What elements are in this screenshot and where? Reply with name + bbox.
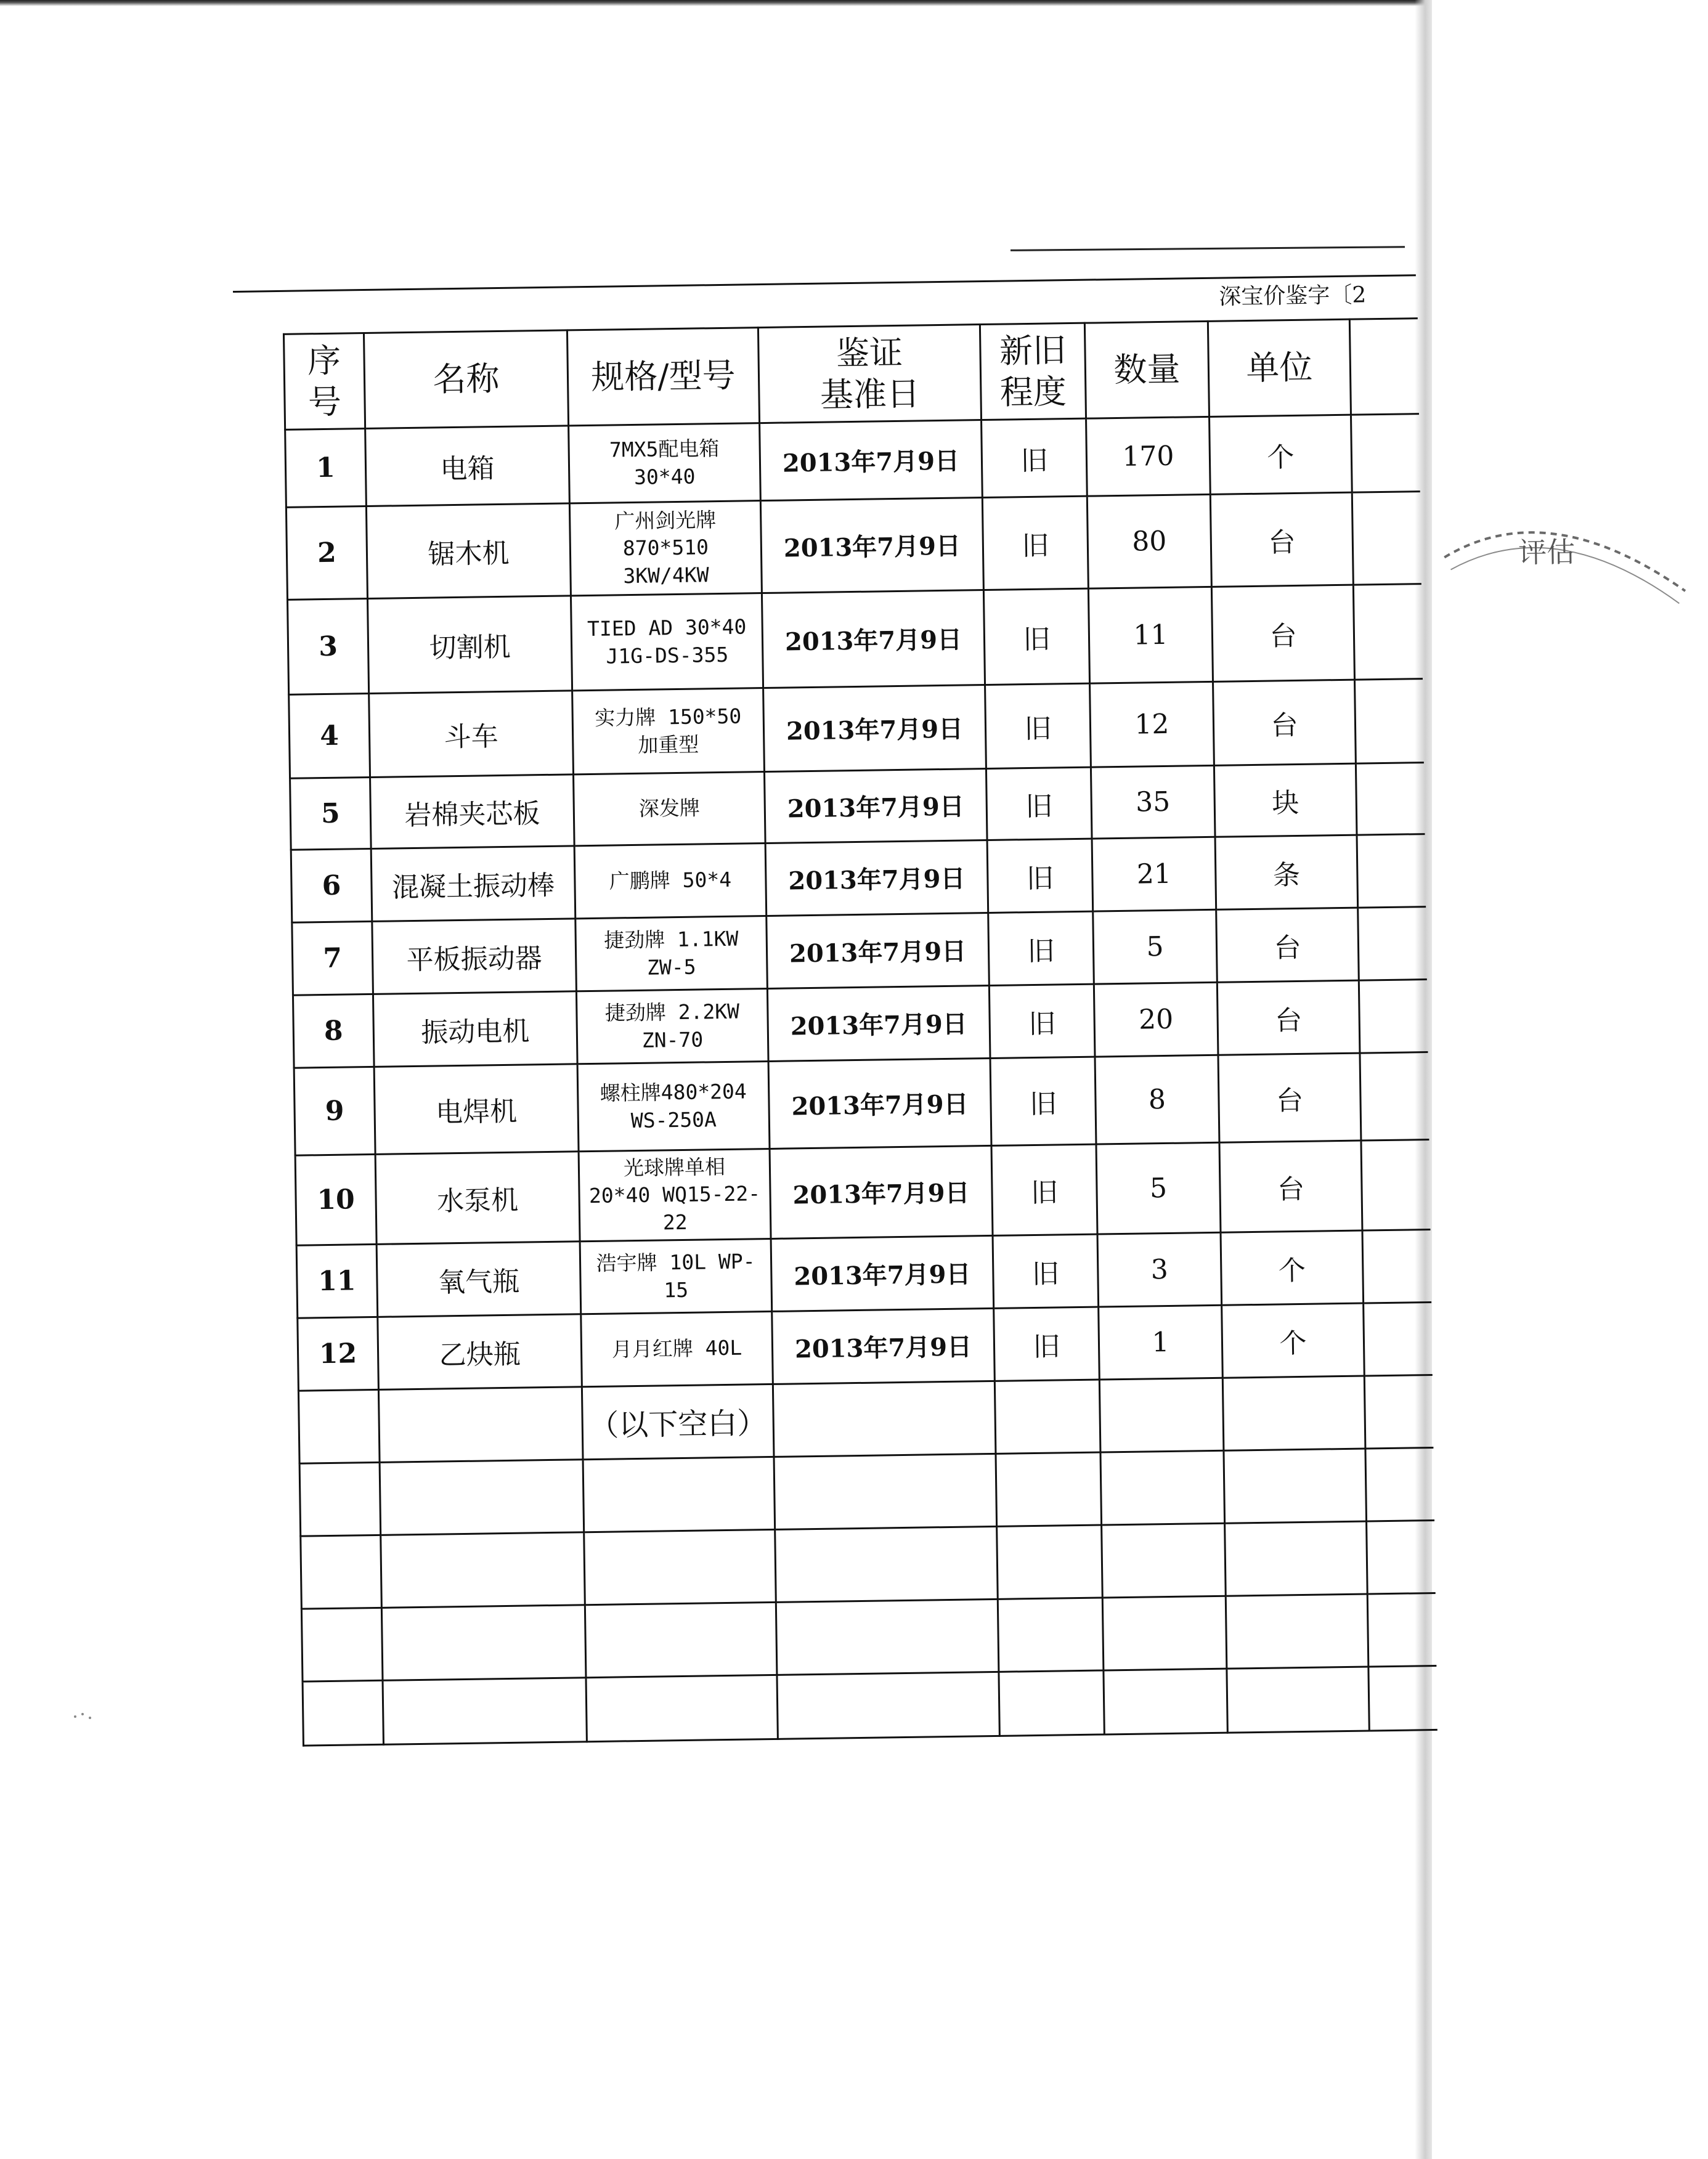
row-spec: 广州剑光牌 870*510 3KW/4KW [569, 501, 762, 596]
blank-cell [774, 1454, 997, 1529]
row-spec: 广鹏牌 50*4 [574, 844, 767, 919]
row-extra [1352, 492, 1421, 585]
row-condition: 旧 [982, 418, 1088, 497]
blank-cell [381, 1605, 586, 1681]
row-name: 斗车 [369, 691, 574, 778]
row-date: 2013年7月9日 [765, 840, 988, 916]
blank-cell [1100, 1450, 1225, 1525]
row-quantity: 12 [1090, 681, 1214, 767]
blank-cell [584, 1529, 776, 1604]
row-spec: 光球牌单相 20*40 WQ15-22- 22 [579, 1149, 771, 1241]
header-spec: 规格/型号 [567, 328, 759, 426]
row-spec: 7MX5配电箱 30*40 [569, 423, 761, 503]
row-spec: 捷劲牌 1.1KW ZW-5 [575, 916, 768, 991]
row-spec: 浩宇牌 10L WP-15 [580, 1238, 772, 1314]
row-condition: 旧 [985, 683, 1091, 768]
table-row [288, 584, 1423, 695]
row-quantity: 11 [1088, 587, 1213, 683]
row-spec: 螺柱牌480*204 WS-250A [577, 1061, 770, 1151]
row-condition: 旧 [994, 1307, 1100, 1381]
row-extra [1357, 834, 1426, 908]
row-extra [1351, 414, 1420, 493]
document-reference-number: 深宝价鉴字〔2 [1219, 282, 1367, 310]
blank-cell [298, 1389, 380, 1463]
red-seal-stamp [1425, 505, 1693, 718]
scan-edge-top [0, 0, 1432, 6]
row-date: 2013年7月9日 [764, 769, 987, 844]
row-extra [1358, 907, 1427, 981]
blank-cell [301, 1535, 382, 1609]
row-name: 电箱 [365, 426, 570, 506]
row-name: 混凝土振动棒 [371, 846, 575, 922]
row-extra [1364, 1303, 1433, 1376]
row-spec: 深发牌 [574, 772, 766, 846]
row-no: 10 [295, 1154, 376, 1245]
row-no: 6 [291, 848, 372, 922]
header-extra [1349, 319, 1418, 415]
row-name: 水泵机 [375, 1152, 580, 1245]
row-extra [1353, 584, 1422, 680]
blank-cell [1099, 1378, 1224, 1452]
blank-cell [996, 1452, 1102, 1526]
blank-cell [1367, 1593, 1436, 1667]
blank-cell [994, 1380, 1100, 1454]
blank-cell [1102, 1523, 1226, 1598]
row-quantity: 8 [1095, 1055, 1219, 1144]
row-extra [1362, 1230, 1431, 1304]
blank-cell [583, 1457, 775, 1532]
header-no: 序 号 [283, 333, 365, 430]
blank-cell [1227, 1667, 1369, 1733]
row-no: 12 [298, 1317, 379, 1391]
row-name: 乙炔瓶 [378, 1314, 582, 1390]
row-spec: 捷劲牌 2.2KW ZN-70 [576, 988, 768, 1063]
blank-cell [777, 1672, 999, 1739]
blank-cell [773, 1381, 996, 1457]
row-date: 2013年7月9日 [762, 590, 985, 688]
blank-cell [585, 1602, 777, 1677]
row-name: 切割机 [367, 596, 572, 694]
row-no: 7 [292, 921, 373, 995]
table-row [289, 679, 1424, 779]
row-no: 1 [285, 429, 367, 508]
row-condition: 旧 [988, 911, 1094, 985]
blank-cell [1367, 1520, 1436, 1594]
row-extra [1359, 980, 1428, 1054]
row-quantity: 80 [1087, 494, 1211, 588]
blank-cell [301, 1608, 383, 1681]
row-date: 2013年7月9日 [767, 985, 990, 1061]
document-sheet [233, 274, 1576, 1782]
row-quantity: 170 [1086, 417, 1211, 496]
row-name: 岩棉夹芯板 [370, 775, 575, 849]
row-spec: 实力牌 150*50 加重型 [572, 688, 765, 775]
blank-cell [380, 1460, 584, 1535]
row-no: 9 [294, 1067, 375, 1155]
row-extra [1360, 1052, 1429, 1141]
row-unit: 个 [1221, 1230, 1364, 1305]
blank-cell [1368, 1665, 1437, 1731]
blank-cell [1222, 1376, 1365, 1450]
row-no: 11 [296, 1244, 378, 1318]
blank-cell [1364, 1375, 1433, 1449]
row-date: 2013年7月9日 [767, 913, 990, 988]
blank-cell [775, 1526, 998, 1602]
header-date: 鉴证 基准日 [758, 325, 981, 423]
blank-cell [1102, 1596, 1227, 1670]
row-unit: 台 [1216, 908, 1359, 982]
row-condition: 旧 [993, 1234, 1099, 1308]
row-unit: 条 [1215, 835, 1358, 909]
row-unit: 台 [1218, 1053, 1361, 1142]
row-quantity: 35 [1091, 765, 1215, 839]
row-date: 2013年7月9日 [772, 1308, 995, 1384]
row-date: 2013年7月9日 [770, 1145, 993, 1238]
row-name: 氧气瓶 [376, 1242, 581, 1317]
blank-cell [303, 1680, 383, 1746]
blank-cell [1225, 1521, 1368, 1596]
row-quantity: 1 [1099, 1305, 1223, 1380]
row-date: 2013年7月9日 [771, 1235, 994, 1311]
row-quantity: 20 [1094, 982, 1218, 1057]
row-unit: 台 [1219, 1140, 1362, 1232]
row-spec: TIED AD 30*40 J1G-DS-355 [571, 593, 763, 691]
row-unit: 台 [1217, 980, 1360, 1055]
row-condition: 旧 [982, 496, 1088, 590]
row-quantity: 5 [1093, 909, 1218, 984]
header-unit: 单位 [1208, 319, 1351, 417]
row-date: 2013年7月9日 [760, 498, 983, 593]
blank-cell [776, 1599, 999, 1675]
row-condition: 旧 [990, 1057, 1096, 1145]
row-extra [1356, 763, 1425, 836]
blank-cell [997, 1525, 1103, 1599]
row-name: 锯木机 [366, 503, 571, 599]
row-condition: 旧 [989, 984, 1095, 1058]
row-name: 振动电机 [373, 991, 577, 1067]
row-unit: 台 [1211, 585, 1354, 681]
row-unit: 个 [1222, 1303, 1365, 1378]
row-condition: 旧 [991, 1144, 1097, 1235]
row-no: 2 [286, 506, 367, 600]
row-quantity: 5 [1096, 1142, 1221, 1234]
row-no: 3 [288, 598, 369, 694]
row-date: 2013年7月9日 [763, 685, 986, 772]
blank-cell [381, 1532, 585, 1608]
blank-cell [998, 1598, 1104, 1672]
equipment-table [283, 317, 1437, 1746]
row-quantity: 3 [1097, 1232, 1222, 1307]
blank-cell [299, 1462, 381, 1536]
blank-cell [1104, 1669, 1227, 1734]
stamp-text: 评估 [1518, 535, 1576, 569]
header-condition: 新旧 程度 [980, 323, 1086, 420]
table-row [295, 1140, 1430, 1246]
row-no: 8 [293, 994, 374, 1068]
row-unit: 台 [1213, 680, 1356, 765]
row-extra [1361, 1140, 1430, 1231]
row-unit: 个 [1210, 415, 1352, 494]
row-unit: 块 [1214, 763, 1357, 837]
blank-cell [1224, 1449, 1367, 1523]
row-no: 5 [290, 777, 372, 850]
row-extra [1354, 679, 1423, 764]
blank-cell [1226, 1594, 1368, 1669]
row-date: 2013年7月9日 [760, 420, 983, 501]
blank-cell [383, 1678, 587, 1745]
blank-cell [586, 1675, 778, 1741]
blank-cell [999, 1670, 1104, 1736]
row-condition: 旧 [987, 839, 1093, 913]
row-unit: 台 [1210, 492, 1353, 587]
blank-cell [378, 1387, 583, 1463]
table-row [286, 492, 1421, 600]
row-spec: 月月红牌 40L [581, 1311, 773, 1386]
table-header-row [283, 319, 1418, 430]
row-name: 电焊机 [374, 1064, 579, 1155]
table-row [294, 1052, 1429, 1156]
row-date: 2013年7月9日 [768, 1058, 991, 1149]
scan-fold-line [1011, 246, 1405, 251]
row-no: 4 [289, 693, 370, 778]
scan-specks [74, 1713, 92, 1719]
blank-note: （以下空白） [582, 1384, 774, 1459]
row-quantity: 21 [1092, 837, 1216, 911]
header-name: 名称 [364, 330, 568, 429]
header-quantity: 数量 [1084, 321, 1209, 418]
row-condition: 旧 [986, 767, 1092, 840]
row-condition: 旧 [983, 588, 1089, 685]
blank-cell [1365, 1447, 1434, 1521]
row-name: 平板振动器 [372, 919, 577, 994]
